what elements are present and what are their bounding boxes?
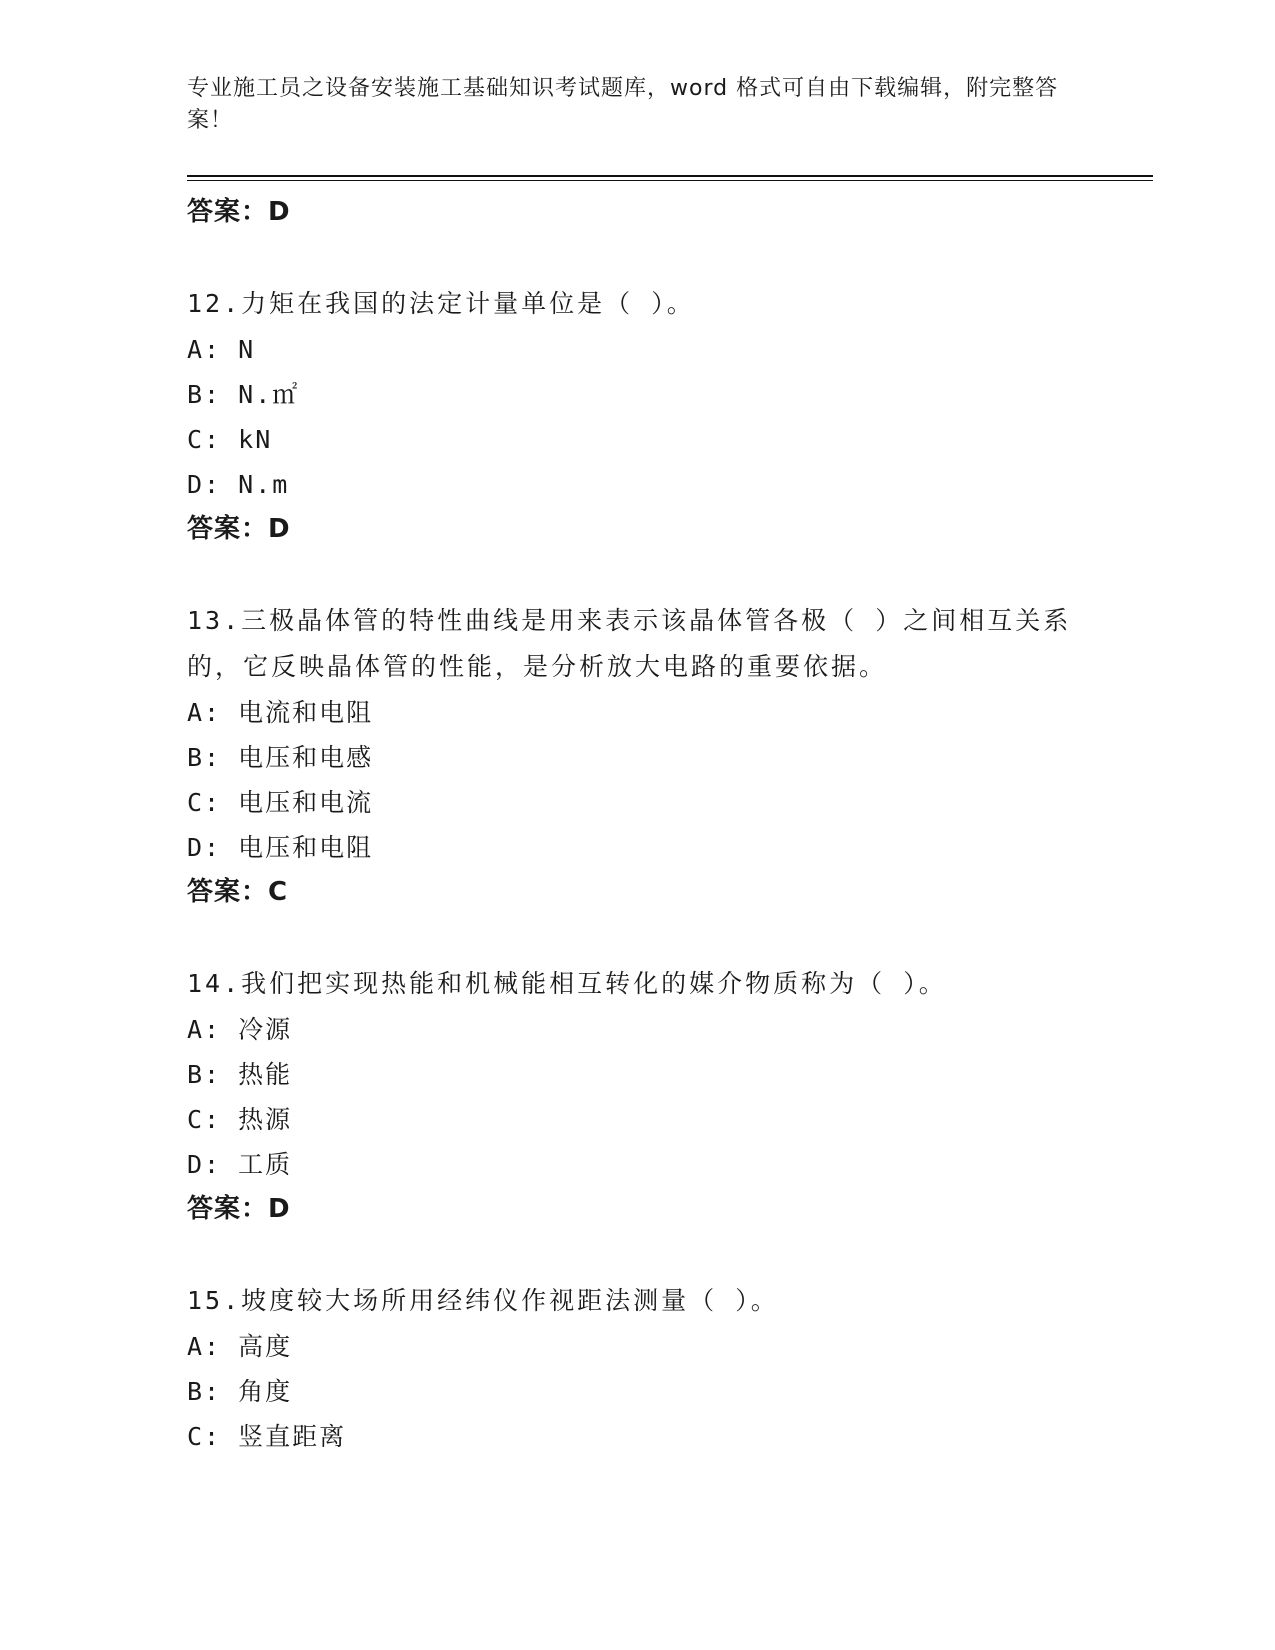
option-a: A: 冷源 bbox=[187, 1015, 293, 1044]
option-c: C: 电压和电流 bbox=[187, 788, 374, 817]
question-14 bbox=[187, 961, 1087, 1231]
option-d: D: 工质 bbox=[187, 1150, 293, 1179]
previous-answer: 答案：D bbox=[187, 197, 291, 227]
question-13 bbox=[187, 598, 1087, 914]
option-d: D: N.m bbox=[187, 470, 290, 499]
header-rule-bottom bbox=[187, 180, 1153, 181]
option-b: B: N.㎡ bbox=[187, 380, 300, 409]
option-d: D: 电压和电阻 bbox=[187, 833, 374, 862]
option-a: A: N bbox=[187, 335, 256, 364]
answer: 答案：D bbox=[187, 1194, 291, 1224]
question-15 bbox=[187, 1278, 1087, 1459]
option-a: A: 高度 bbox=[187, 1332, 293, 1361]
answer: 答案：C bbox=[187, 877, 289, 907]
question-list bbox=[187, 190, 1087, 1459]
option-c: C: 热源 bbox=[187, 1105, 293, 1134]
question-stem: 15.坡度较大场所用经纬仪作视距法测量（ ）。 bbox=[187, 1286, 779, 1315]
answer: 答案：D bbox=[187, 514, 291, 544]
question-stem: 14.我们把实现热能和机械能相互转化的媒介物质称为（ ）。 bbox=[187, 969, 947, 998]
question-12 bbox=[187, 281, 1087, 551]
header-rule-top bbox=[187, 175, 1153, 177]
option-a: A: 电流和电阻 bbox=[187, 698, 374, 727]
question-stem: 12.力矩在我国的法定计量单位是（ ）。 bbox=[187, 289, 695, 318]
question-stem: 13.三极晶体管的特性曲线是用来表示该晶体管各极（ ）之间相互关系的，它反映晶体管的性能，是分析放大电路的重要依据。 bbox=[187, 606, 1072, 681]
option-c: C: 竖直距离 bbox=[187, 1422, 347, 1451]
option-c: C: kN bbox=[187, 425, 273, 454]
option-b: B: 热能 bbox=[187, 1060, 293, 1089]
option-b: B: 电压和电感 bbox=[187, 743, 374, 772]
document-header: 专业施工员之设备安装施工基础知识考试题库，word 格式可自由下载编辑，附完整答案！ bbox=[187, 76, 1059, 133]
option-b: B: 角度 bbox=[187, 1377, 293, 1406]
